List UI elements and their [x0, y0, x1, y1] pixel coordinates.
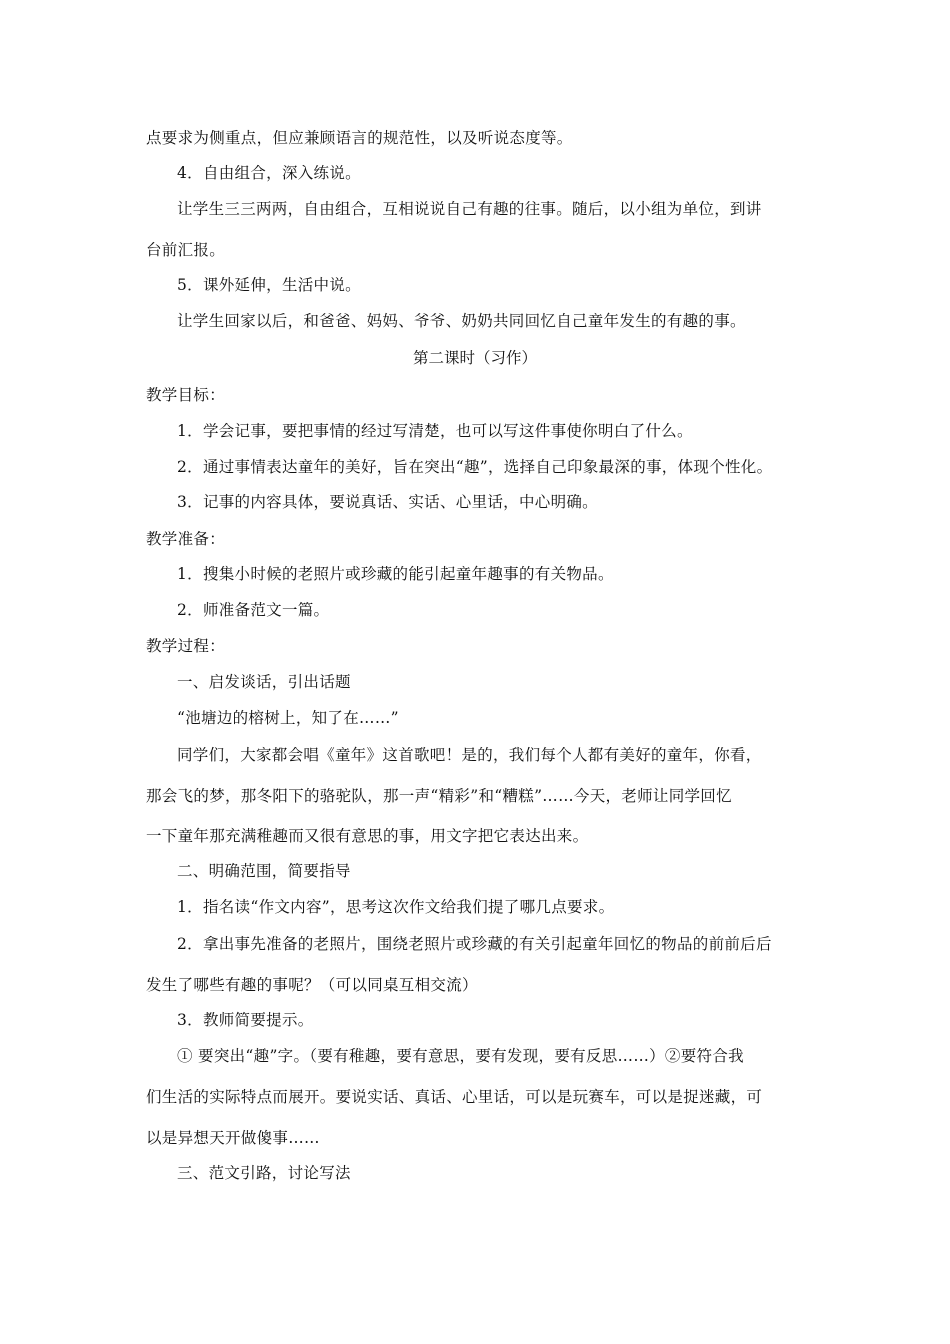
section-title: 第二课时（习作） [412, 349, 537, 367]
paragraph-line: 台前汇报。 [146, 241, 226, 259]
paragraph-line: ① 要突出“趣”字。（要有稚趣，要有意思，要有发现，要有反思……）②要符合我 [177, 1047, 744, 1065]
list-item: 5．课外延伸，生活中说。 [177, 276, 361, 294]
list-item: 2．通过事情表达童年的美好，旨在突出“趣”，选择自己印象最深的事，体现个性化。 [177, 458, 773, 476]
list-item: 1．指名读“作文内容”，思考这次作文给我们提了哪几点要求。 [177, 898, 615, 916]
paragraph-line: 让学生三三两两，自由组合，互相说说自己有趣的往事。随后，以小组为单位，到讲 [177, 200, 762, 218]
paragraph-line: 点要求为侧重点，但应兼顾语言的规范性，以及听说态度等。 [146, 129, 573, 147]
section-heading: 教学目标： [146, 386, 226, 404]
paragraph-line: 让学生回家以后，和爸爸、妈妈、爷爷、奶奶共同回忆自己童年发生的有趣的事。 [177, 312, 746, 330]
subsection-heading: 二、明确范围，简要指导 [177, 862, 351, 880]
section-heading: 教学过程： [146, 637, 226, 655]
list-item: 1．学会记事，要把事情的经过写清楚，也可以写这件事使你明白了什么。 [177, 422, 693, 440]
subsection-heading: 一、启发谈话，引出话题 [177, 673, 351, 691]
paragraph-line: 们生活的实际特点而展开。要说实话、真话、心里话，可以是玩赛车，可以是捉迷藏，可 [146, 1088, 763, 1106]
list-item: 4．自由组合，深入练说。 [177, 164, 361, 182]
paragraph-line: 一下童年那充满稚趣而又很有意思的事，用文字把它表达出来。 [146, 827, 589, 845]
paragraph-line: 那会飞的梦，那冬阳下的骆驼队，那一声“精彩”和“糟糕”……今天，老师让同学回忆 [146, 787, 732, 805]
subsection-heading: 三、范文引路，讨论写法 [177, 1164, 351, 1182]
list-item: 1．搜集小时候的老照片或珍藏的能引起童年趣事的有关物品。 [177, 565, 614, 583]
section-heading: 教学准备： [146, 530, 226, 548]
paragraph-line: 同学们，大家都会唱《童年》这首歌吧！是的，我们每个人都有美好的童年，你看， [177, 746, 762, 764]
paragraph-line: 以是异想天开做傻事…… [146, 1129, 320, 1147]
paragraph-line: 发生了哪些有趣的事呢？（可以同桌互相交流） [146, 976, 478, 994]
list-item: 3．教师简要提示。 [177, 1011, 314, 1029]
quote-line: “池塘边的榕树上，知了在……” [177, 709, 399, 727]
list-item: 3．记事的内容具体，要说真话、实话、心里话，中心明确。 [177, 493, 598, 511]
list-item: 2．师准备范文一篇。 [177, 601, 330, 619]
list-item: 2．拿出事先准备的老照片，围绕老照片或珍藏的有关引起童年回忆的物品的前前后后 [177, 935, 772, 953]
